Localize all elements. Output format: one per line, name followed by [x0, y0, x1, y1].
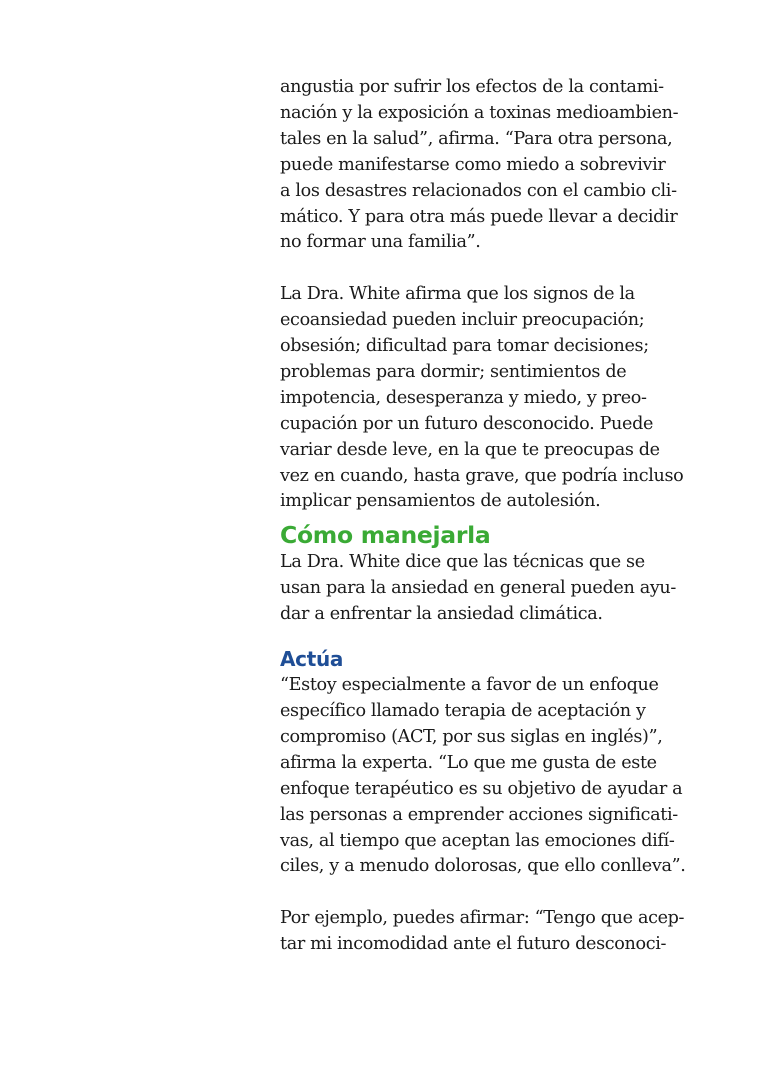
text-line: implicar pensamientos de autolesión.: [280, 491, 601, 512]
text-line: problemas para dormir; sentimientos de: [280, 361, 627, 382]
text-line: La Dra. White afirma que los signos de la: [280, 284, 635, 305]
text-line: las personas a emprender acciones significati-: [280, 804, 678, 825]
text-line: ecoansiedad pueden incluir preocupación;: [280, 310, 645, 331]
text-line: tales en la salud”, afirma. “Para otra persona,: [280, 128, 673, 149]
paragraph-ecoanxiety-signs: [280, 282, 730, 515]
text-line: a los desastres relacionados con el cambio cli-: [280, 180, 677, 201]
text-line: vas, al tiempo que aceptan las emociones difí-: [280, 830, 675, 851]
paragraph-gap: [280, 256, 730, 282]
text-line: cupación por un futuro desconocido. Puede: [280, 413, 654, 434]
text-line: específico llamado terapia de aceptación y: [280, 701, 646, 722]
text-line: mático. Y para otra más puede llevar a decidir: [280, 206, 678, 227]
text-line: impotencia, desesperanza y miedo, y preo-: [280, 387, 647, 408]
text-line: puede manifestarse como miedo a sobrevivir: [280, 154, 666, 175]
paragraph-gap: [280, 628, 730, 646]
text-line: usan para la ansiedad en general pueden ayu-: [280, 578, 677, 599]
text-line: dar a enfrentar la ansiedad climática.: [280, 604, 603, 625]
text-line: obsesión; dificultad para tomar decisiones;: [280, 336, 649, 357]
paragraph-gap: [280, 880, 730, 906]
text-line: “Estoy especialmente a favor de un enfoque: [280, 675, 659, 696]
text-line: angustia por sufrir los efectos de la contami-: [280, 77, 664, 97]
text-line: vez en cuando, hasta grave, que podría incluso: [280, 465, 684, 486]
paragraph-ecoanxiety-effects: [280, 75, 730, 256]
text-line: enfoque terapéutico es su objetivo de ayudar a: [280, 778, 683, 799]
text-line: ciles, y a menudo dolorosas, que ello conlleva”.: [280, 856, 686, 877]
text-line: nación y la exposición a toxinas medioambien-: [280, 102, 679, 123]
text-line: Por ejemplo, puedes afirmar: “Tengo que acep-: [280, 908, 685, 929]
article-column: [280, 75, 730, 958]
paragraph-example: [280, 906, 730, 958]
text-line: compromiso (ACT, por sus siglas en inglés)”,: [280, 726, 663, 747]
section-heading: Cómo manejarla: [280, 521, 491, 550]
text-line: no formar una familia”.: [280, 232, 481, 253]
text-line: La Dra. White dice que las técnicas que se: [280, 552, 645, 573]
text-line: variar desde leve, en la que te preocupas de: [280, 439, 660, 460]
text-line: tar mi incomodidad ante el futuro desconoci-: [280, 934, 667, 955]
paragraph-techniques: [280, 550, 730, 628]
paragraph-act-therapy: [280, 673, 730, 880]
subsection-heading: Actúa: [280, 647, 344, 672]
text-line: afirma la experta. “Lo que me gusta de este: [280, 752, 657, 773]
